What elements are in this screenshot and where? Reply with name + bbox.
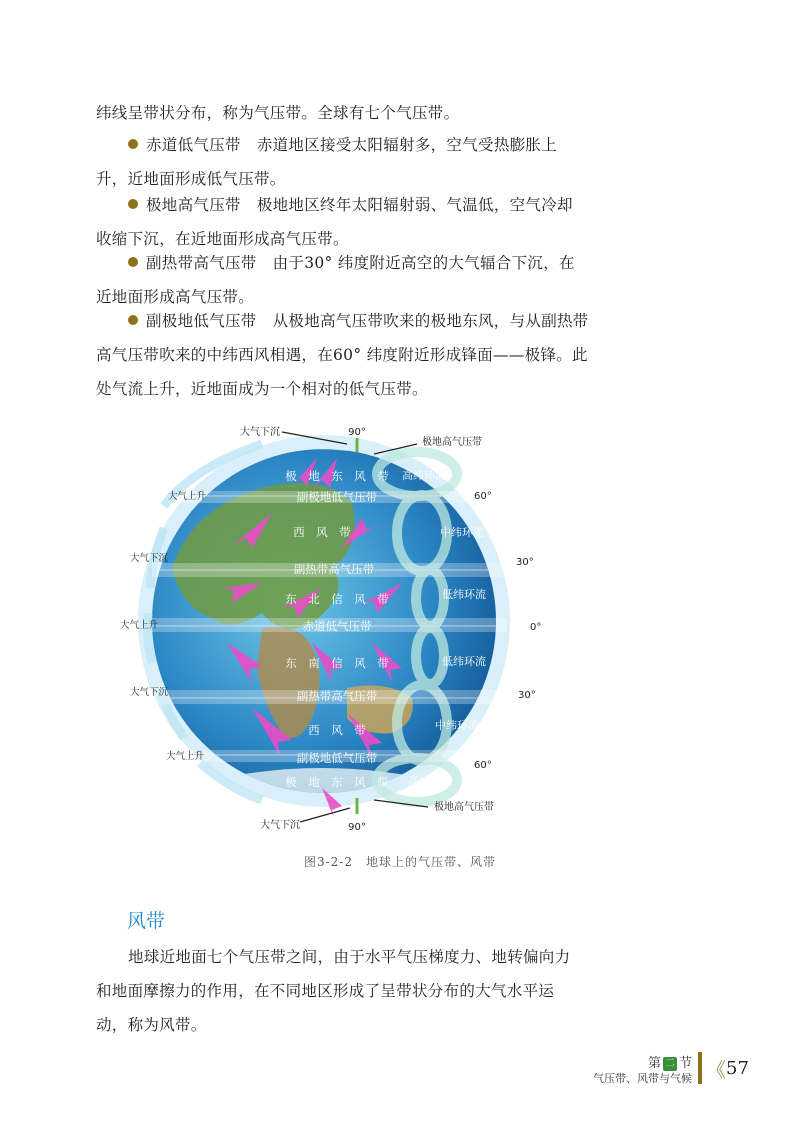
callout-line [300,808,350,822]
bullet-text: 近地面形成高气压带。 [96,288,255,306]
circulation-label: 高纬环流 [402,469,446,482]
belt-label: 东 北 信 风 带 [285,592,389,606]
wind-text: 地球近地面七个气压带之间，由于水平气压梯度力、地转偏向力 [128,948,571,966]
belt-label: 极 地 东 风 带 [285,775,389,789]
bullet-text: 极地地区终年太阳辐射弱、气温低，空气冷却 [256,196,573,214]
circulation-label: 中纬环流 [435,719,479,732]
bullet-subpolar-low [96,304,596,406]
bullet-dot-icon [128,139,138,149]
wind-belt-paragraph [96,940,596,1042]
footer-divider [698,1052,702,1084]
chapter-suffix: 节 [678,1056,692,1071]
bullet-term: 极地高气压带 [146,196,241,214]
footer-subtitle: 气压带、风带与气候 [593,1072,692,1085]
latitude-label: 0° [530,622,542,633]
page-number: 57 [726,1058,749,1079]
latitude-90-top: 90° [348,427,366,438]
callout-sink-bottom: 大气下沉 [260,820,300,831]
bullet-dot-icon [128,315,138,325]
circulation-label: 中纬环流 [440,526,484,539]
chevron-left-icon: 《 [706,1058,726,1082]
wind-text: 动，称为风带。 [96,1016,207,1034]
bullet-term: 赤道低气压带 [146,136,241,154]
bullet-text: 处气流上升，近地面成为一个相对的低气压带。 [96,380,428,398]
belt-label: 西 风 带 [308,723,366,737]
belt-label: 副极地低气压带 [296,751,378,765]
belt-label: 西 风 带 [293,525,351,539]
latitude-label: 30° [516,557,534,568]
bullet-text: 从极地高气压带吹来的极地东风，与从副热带 [272,312,589,330]
callout-sink-top: 大气下沉 [240,427,280,438]
wind-text: 和地面摩擦力的作用，在不同地区形成了呈带状分布的大气水平运 [96,982,555,1000]
intro-text: 纬线呈带状分布，称为气压带。全球有七个气压带。 [96,104,460,122]
bullet-text: 由于30° 纬度附近高空的大气辐合下沉，在 [272,254,575,272]
bullet-text: 高气压带吹来的中纬西风相遇，在60° 纬度附近形成锋面——极锋。此 [96,346,588,364]
latitude-90-bottom: 90° [348,822,366,833]
intro-paragraph [96,96,596,130]
circulation-label: 低纬环流 [442,655,486,668]
pressure-wind-belts-figure [112,418,552,838]
chapter-prefix: 第 [647,1056,661,1071]
left-airflow-label: 大气上升 [119,620,158,631]
belt-label: 东 南 信 风 带 [285,656,389,670]
section-title: 风带 [127,910,166,932]
bullet-text: 升，近地面形成低气压带。 [96,170,286,188]
belt-label: 副热带高气压带 [293,562,375,576]
belt-label: 副极地低气压带 [296,490,378,504]
left-airflow-label: 大气上升 [167,491,206,502]
belt-label: 极 地 东 风 带 [285,469,389,483]
belt-label: 副热带高气压带 [296,689,378,703]
belt-label: 赤道低气压带 [302,619,372,633]
callout-polar-high-bottom: 极地高气压带 [434,802,494,813]
latitude-label: 30° [518,690,536,701]
bullet-dot-icon [128,257,138,267]
bullet-dot-icon [128,199,138,209]
latitude-label: 60° [474,760,492,771]
bullet-term: 副热带高气压带 [146,254,257,272]
left-airflow-label: 大气上升 [165,751,204,762]
callout-polar-high-top: 极地高气压带 [422,437,482,448]
latitude-label: 60° [474,491,492,502]
bullet-text: 收缩下沉，在近地面形成高气压带。 [96,230,349,248]
circulation-label: 低纬环流 [442,588,486,601]
left-airflow-label: 大气下沉 [129,553,168,564]
footer-chapter [648,1052,692,1071]
left-airflow-label: 大气下沉 [129,687,168,698]
bullet-equatorial-low [96,128,596,196]
bullet-term: 副极地低气压带 [146,312,257,330]
circulation-label: 高纬环流 [408,774,452,787]
chapter-number-badge: 二 [664,1058,675,1069]
bullet-text: 赤道地区接受太阳辐射多，空气受热膨胀上 [256,136,558,154]
figure-caption: 图3-2-2 地球上的气压带、风带 [303,855,496,869]
